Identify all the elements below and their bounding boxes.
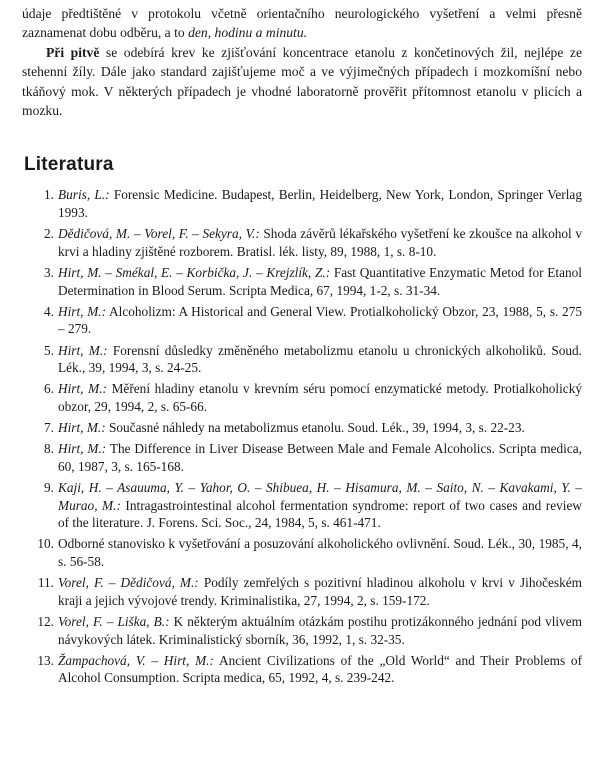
reference-number: 10. [37, 536, 54, 552]
section-heading: Literatura [24, 154, 114, 176]
reference-item [22, 225, 582, 260]
reference-text: Intragastrointestinal alcohol fermentation syndrome: report of two cases and review of the literature. J. Forens. Sci. Soc., 24, 1984, 5, s. 461-471. [58, 497, 582, 531]
reference-item [22, 652, 582, 687]
reference-text: Fast Quantitative Enzymatic Metod for Etanol Determination in Blood Serum. Scripta Medica, 67, 1994, 1-2, s. 31-34. [58, 265, 582, 298]
reference-item [22, 479, 582, 532]
reference-item [22, 186, 582, 221]
reference-number: 1. [44, 187, 54, 203]
reference-text: Forensní důsledky změněného metabolizmu etanolu u chronických alkoholiků. Soud. Lék., 39, 1994, 3, s. 24-25. [58, 342, 582, 376]
reference-authors: Hirt, M.: [58, 303, 107, 319]
reference-authors: Hirt, M. – Smékal, E. – Korbička, J. – Krejzlík, Z.: [58, 265, 331, 280]
reference-item [22, 303, 582, 338]
reference-text: Alcoholizm: A Historical and General View. Protialkoholický Obzor, 23, 1988, 5, s. 275 – 279. [58, 303, 582, 337]
reference-number: 3. [44, 265, 54, 280]
intro-paragraph-1 [22, 4, 582, 43]
reference-number: 2. [44, 226, 54, 242]
reference-number: 13. [37, 652, 54, 668]
reference-text: Současné náhledy na metabolizmus etanolu. Soud. Lék., 39, 1994, 3, s. 22-23. [105, 420, 525, 436]
reference-authors: Kaji, H. – Asauuma, Y. – Yahor, O. – Shibuea, H. – Hisamura, M. – Saito, N. – Kavakami, Y. – Murao, M.: [58, 480, 582, 513]
reference-item [22, 535, 582, 570]
reference-number: 8. [44, 441, 54, 457]
reference-text: K některým aktuálním otázkám postihu protizákonného jednání pod vlivem návykových látek. Kriminalistický sborník, 36, 1992, 1, s. 32-35. [58, 614, 583, 647]
reference-text: Odborné stanovisko k vyšetřování a posuzování alkoholického ovlivnění. Soud. Lék., 30, 1985, 4, s. 56-58. [58, 536, 582, 570]
reference-list [22, 186, 582, 687]
reference-number: 6. [44, 381, 54, 397]
reference-item [22, 613, 582, 648]
reference-number: 5. [44, 342, 54, 358]
reference-number: 12. [37, 614, 54, 630]
reference-item [22, 342, 582, 377]
reference-authors: Vorel, F. – Dědičová, M.: [58, 575, 199, 591]
reference-authors: Žampachová, V. – Hirt, M.: [58, 652, 214, 668]
reference-authors: Buris, L.: [58, 187, 110, 203]
reference-item [22, 264, 582, 299]
reference-text: Forensic Medicine. Budapest, Berlin, Heidelberg, New York, London, Springer Verlag 1993. [58, 187, 582, 221]
reference-text: Podíly zemřelých s pozitivní hladinou alkoholu v krvi v Jihočeském kraji a jejich vývojové trendy. Kriminalistika, 27, 1994, 2, s. 159-172. [58, 575, 582, 608]
reference-authors: Hirt, M.: [58, 441, 107, 457]
reference-item [22, 574, 582, 609]
reference-text: Měření hladiny etanolu v krevním séru pomocí enzymatické metody. Protialkoholický obzor, 29, 1994, 2, s. 65-66. [58, 381, 582, 414]
reference-authors: Dědičová, M. – Vorel, F. – Sekyra, V.: [58, 226, 260, 242]
intro-p1-emphasis: den, hodinu a minutu. [188, 25, 308, 41]
intro-p1-text: údaje předtištěné v protokolu včetně orientačního neurologického vyšetření a velmi přesně zaznamenat dobu odběru, a to [22, 6, 582, 41]
reference-text: Ancient Civilizations of the „Old World“ and Their Problems of Alcohol Consumption. Scripta medica, 65, 1992, 4, s. 239-242. [58, 652, 582, 686]
intro-text [22, 4, 582, 120]
intro-paragraph-2 [22, 43, 582, 121]
intro-p2-text: se odebírá krev ke zjišťování koncentrace etanolu z končetinových žil, nejlépe ze stehenní žíly. Dále jako standard zajišťujeme moč a ve výjimečných případech i mozkomíšní nebo tkáňový mok. V některých případech je vhodné laboratorně prověřit přítomnost etanolu v plicích a mozku. [22, 44, 582, 119]
reference-number: 7. [44, 420, 54, 436]
reference-authors: Hirt, M.: [58, 420, 106, 436]
reference-authors: Hirt, M.: [58, 381, 107, 397]
reference-text: Shoda závěrů lékařského vyšetření ke zkoušce na alkohol v krvi a hladiny zjištěné rozborem. Bratisl. lék. listy, 89, 1988, 1, s. 8-10. [58, 226, 583, 259]
reference-authors: Hirt, M.: [58, 342, 108, 358]
reference-number: 11. [37, 575, 54, 591]
intro-p2-strong: Při pitvě [46, 44, 100, 60]
reference-item [22, 419, 582, 437]
reference-number: 9. [44, 480, 54, 496]
reference-text: The Difference in Liver Disease Between Male and Female Alcoholics. Scripta medica, 60, 1987, 3, s. 165-168. [58, 441, 582, 474]
reference-authors: Vorel, F. – Liška, B.: [58, 614, 170, 630]
reference-number: 4. [44, 303, 54, 319]
reference-item [22, 380, 582, 415]
reference-item [22, 440, 582, 475]
